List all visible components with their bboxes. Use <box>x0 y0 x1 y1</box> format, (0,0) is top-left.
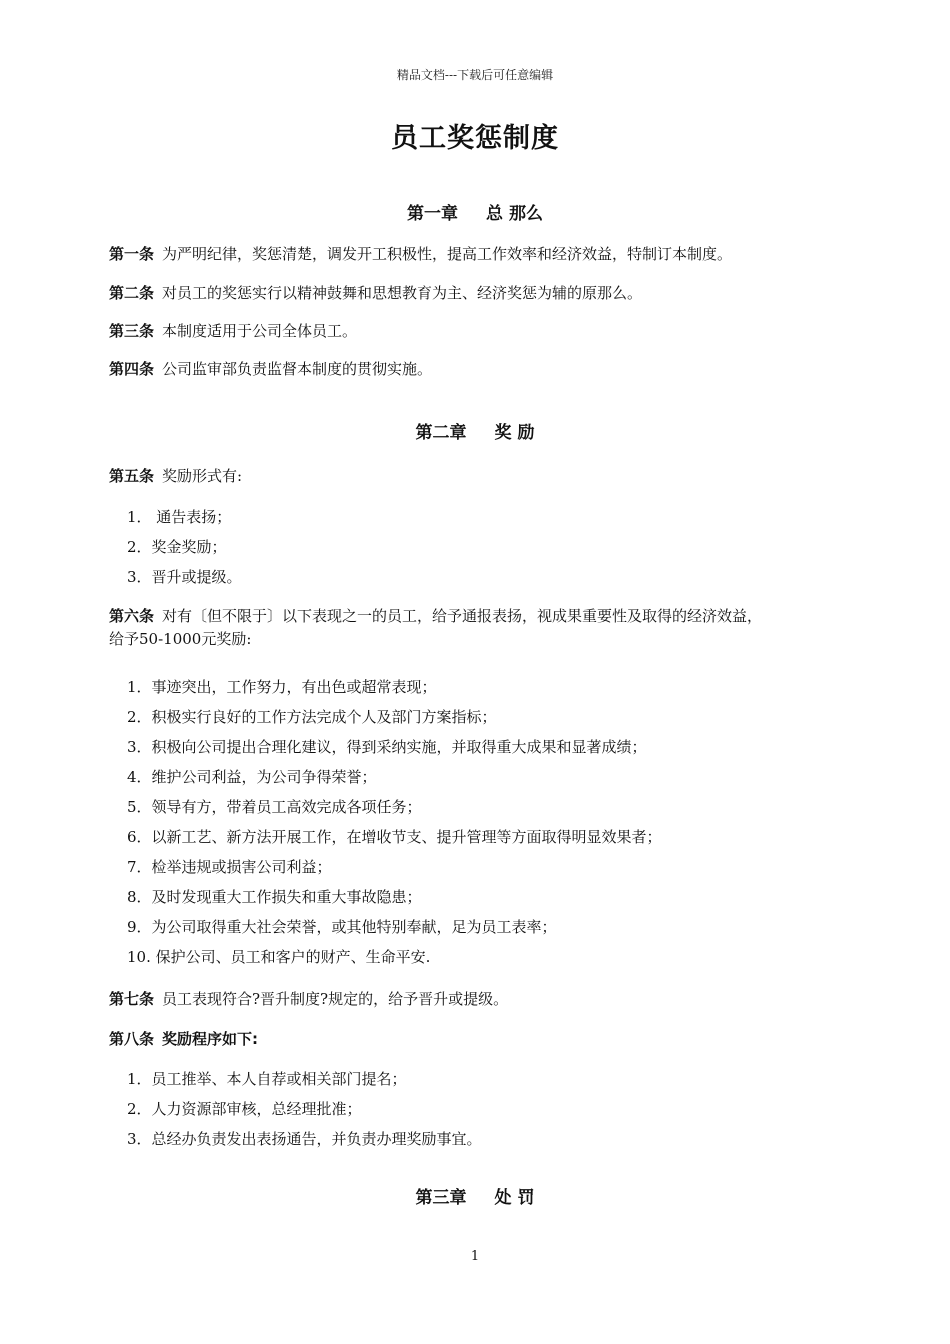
article-label: 第五条 <box>109 467 155 485</box>
article-text: 员工表现符合?晋升制度?规定的，给予晋升或提级。 <box>162 990 509 1008</box>
article-8 <box>109 1029 844 1049</box>
page-number: 1 <box>470 1249 480 1264</box>
article-label: 第三条 <box>109 322 155 340</box>
article-text: 本制度适用于公司全体员工。 <box>162 322 358 340</box>
page-header: 精品文档---下载后可任意编辑 <box>396 68 554 82</box>
list-item: 4．维护公司利益，为公司争得荣誉； <box>127 768 377 786</box>
article-text-continued: 给予50-1000元奖励: <box>109 630 252 648</box>
chapter-name: 总 那么 <box>486 204 543 224</box>
article-label: 第二条 <box>109 284 155 302</box>
article-text: 为严明纪律，奖惩清楚，调发开工积极性，提高工作效率和经济效益，特制订本制度。 <box>162 245 733 263</box>
list-item: 2．奖金奖励； <box>127 538 227 556</box>
article-label: 第一条 <box>109 245 155 263</box>
article-text: 对员工的奖惩实行以精神鼓舞和思想教育为主、经济奖惩为辅的原那么。 <box>162 284 643 302</box>
article-text: 奖励程序如下: <box>162 1030 259 1048</box>
list-item: 8．及时发现重大工作损失和重大事故隐患； <box>127 888 422 906</box>
list-item: 6．以新工艺、新方法开展工作，在增收节支、提升管理等方面取得明显效果者； <box>127 828 662 846</box>
list-item: 3．晋升或提级。 <box>127 568 242 586</box>
chapter-number: 第三章 <box>415 1188 467 1208</box>
chapter-heading-1 <box>0 199 950 224</box>
list-item: 1． 通告表扬； <box>127 508 232 526</box>
article-5 <box>109 466 844 486</box>
list-item: 9．为公司取得重大社会荣誉，或其他特别奉献，足为员工表率； <box>127 918 557 936</box>
chapter-name: 奖 励 <box>494 423 535 443</box>
list-item: 3．总经办负责发出表扬通告，并负责办理奖励事宜。 <box>127 1130 482 1148</box>
chapter-heading-2 <box>0 418 950 443</box>
chapter-number: 第二章 <box>415 423 467 443</box>
article-7 <box>109 989 844 1009</box>
article-label: 第七条 <box>109 990 155 1008</box>
article-text: 奖励形式有: <box>162 467 243 485</box>
article-label: 第四条 <box>109 360 155 378</box>
article-label: 第六条 <box>109 607 155 625</box>
chapter-name: 处 罚 <box>494 1188 535 1208</box>
list-item: 3．积极向公司提出合理化建议，得到采纳实施，并取得重大成果和显著成绩； <box>127 738 647 756</box>
list-item: 1．员工推举、本人自荐或相关部门提名； <box>127 1070 407 1088</box>
document-title: 员工奖惩制度 <box>391 123 559 154</box>
list-item: 5．领导有方，带着员工高效完成各项任务； <box>127 798 422 816</box>
article-text: 公司监审部负责监督本制度的贯彻实施。 <box>162 360 433 378</box>
article-text: 对有〔但不限于〕以下表现之一的员工，给予通报表扬，视成果重要性及取得的经济效益， <box>162 607 763 625</box>
article-1 <box>109 244 844 264</box>
chapter-heading-3 <box>0 1183 950 1208</box>
list-item: 7．检举违规或损害公司利益； <box>127 858 332 876</box>
article-label: 第八条 <box>109 1030 155 1048</box>
list-item: 10. 保护公司、员工和客户的财产、生命平安. <box>127 948 431 966</box>
article-6 <box>109 605 844 651</box>
list-item: 2．积极实行良好的工作方法完成个人及部门方案指标； <box>127 708 497 726</box>
list-item: 1．事迹突出，工作努力，有出色或超常表现； <box>127 678 437 696</box>
list-item: 2．人力资源部审核，总经理批准； <box>127 1100 362 1118</box>
article-2 <box>109 283 844 303</box>
article-4 <box>109 359 844 379</box>
article-3 <box>109 321 844 341</box>
chapter-number: 第一章 <box>407 204 459 224</box>
